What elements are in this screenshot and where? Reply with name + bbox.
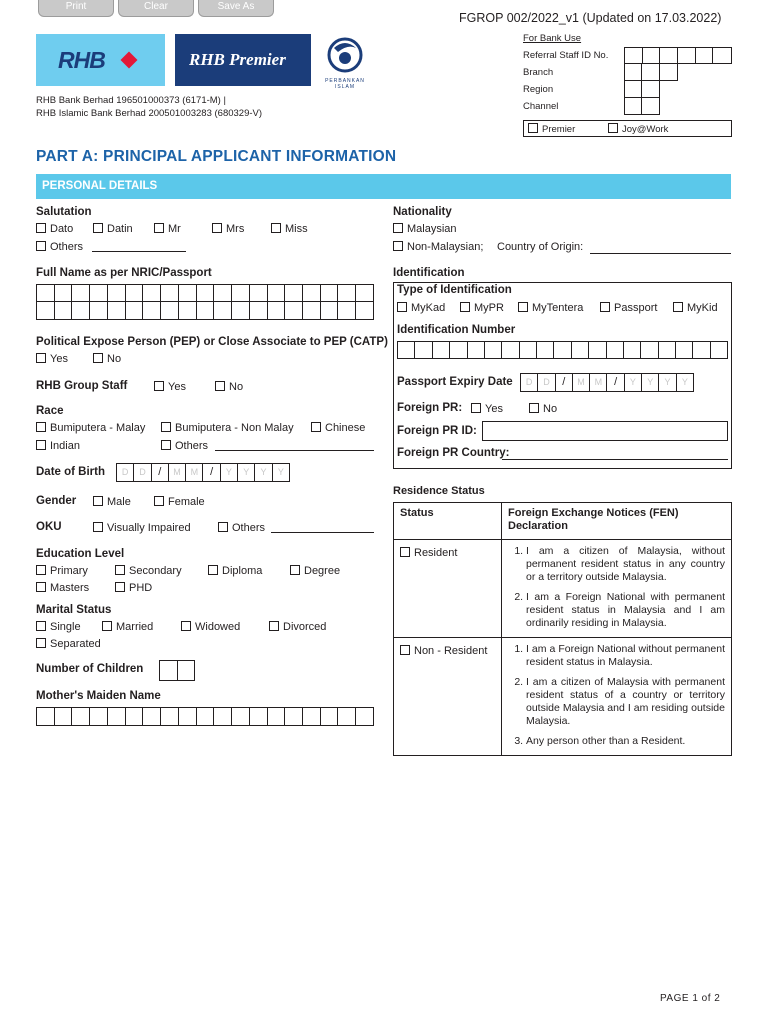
bank-use-title: For Bank Use: [523, 33, 582, 44]
pep-label: Political Expose Person (PEP) or Close Associate to PEP (CATP): [36, 336, 388, 348]
clear-button[interactable]: Clear: [118, 0, 194, 17]
children-field[interactable]: [159, 660, 195, 681]
section-bar: PERSONAL DETAILS: [36, 174, 731, 199]
id-type-label: Type of Identification: [397, 284, 512, 296]
id-number-field[interactable]: [397, 341, 728, 359]
foreign-pr-country-field[interactable]: [502, 459, 728, 460]
status-header: Status: [394, 503, 502, 540]
part-title: PART A: PRINCIPAL APPLICANT INFORMATION: [36, 148, 397, 165]
salutation-others[interactable]: Others: [36, 241, 83, 253]
salutation-mr[interactable]: Mr: [154, 223, 181, 235]
id-number-label: Identification Number: [397, 324, 516, 336]
group-staff-no[interactable]: No: [215, 381, 243, 393]
oku-others[interactable]: Others: [218, 522, 265, 534]
page-number: PAGE 1 of 2: [660, 993, 721, 1004]
maiden-label: Mother's Maiden Name: [36, 690, 161, 702]
marital-married[interactable]: Married: [102, 621, 153, 633]
non-resident-declarations: [508, 643, 725, 748]
foreign-pr-label: Foreign PR:: [397, 402, 463, 414]
foreign-pr-id-label: Foreign PR ID:: [397, 425, 477, 437]
channel-field[interactable]: [624, 98, 660, 115]
premier-checkbox[interactable]: Premier: [528, 123, 575, 135]
non-resident-declaration-item: 1. I am a Foreign National without permanent resident status in Malaysia.: [526, 643, 725, 669]
full-name-label: Full Name as per NRIC/Passport: [36, 267, 212, 279]
salutation-label: Salutation: [36, 206, 92, 218]
print-button[interactable]: Print: [38, 0, 114, 17]
oku-visually-impaired[interactable]: Visually Impaired: [93, 522, 191, 534]
entity-line-2: RHB Islamic Bank Berhad 200501003283 (680329-V): [36, 108, 263, 119]
identification-label: Identification: [393, 267, 465, 279]
pep-yes[interactable]: Yes: [36, 353, 68, 365]
region-field[interactable]: [624, 81, 660, 98]
race-bumiputera-non-malay[interactable]: Bumiputera - Non Malay: [161, 422, 294, 434]
branch-field[interactable]: [624, 64, 678, 81]
joy-at-work-checkbox[interactable]: Joy@Work: [608, 123, 668, 135]
id-type-mytentera[interactable]: MyTentera: [518, 302, 583, 314]
entity-line-1: RHB Bank Berhad 196501000373 (6171-M) |: [36, 95, 226, 106]
country-of-origin-label: Country of Origin:: [497, 241, 584, 253]
marital-separated[interactable]: Separated: [36, 638, 101, 650]
education-diploma[interactable]: Diploma: [208, 565, 262, 577]
passport-expiry-field[interactable]: D D / M M / Y Y Y Y: [520, 373, 694, 392]
islamic-emblem-icon: [320, 36, 370, 76]
rhb-diamond-icon: [121, 52, 138, 69]
children-label: Number of Children: [36, 663, 144, 675]
race-label: Race: [36, 405, 64, 417]
resident-declaration-item: 2. I am a Foreign National with permanent resident status in Malaysia and I am ordinarily residing in Malaysia.: [526, 591, 725, 630]
resident-checkbox[interactable]: Resident: [400, 547, 457, 559]
education-degree[interactable]: Degree: [290, 565, 340, 577]
country-of-origin-field[interactable]: [590, 253, 731, 254]
education-label: Education Level: [36, 548, 125, 560]
salutation-miss[interactable]: Miss: [271, 223, 308, 235]
dob-field[interactable]: D D / M M / Y Y Y Y: [116, 463, 290, 482]
race-bumiputera-malay[interactable]: Bumiputera - Malay: [36, 422, 145, 434]
resident-declarations: [508, 545, 725, 630]
nationality-malaysian[interactable]: Malaysian: [393, 223, 457, 235]
group-staff-yes[interactable]: Yes: [154, 381, 186, 393]
channel-label: Channel: [523, 101, 559, 112]
full-name-row-2[interactable]: [36, 302, 374, 320]
rhb-premier-logo: RHB Premier: [175, 34, 311, 86]
race-indian[interactable]: Indian: [36, 440, 80, 452]
foreign-pr-country-label: Foreign PR Country:: [397, 447, 510, 459]
branch-label: Branch: [523, 67, 554, 78]
foreign-pr-no[interactable]: No: [529, 403, 557, 415]
referral-staff-id-label: Referral Staff ID No.: [523, 50, 609, 61]
marital-divorced[interactable]: Divorced: [269, 621, 326, 633]
channel-type-box: [523, 120, 732, 137]
salutation-mrs[interactable]: Mrs: [212, 223, 244, 235]
full-name-row-1[interactable]: [36, 284, 374, 302]
education-phd[interactable]: PHD: [115, 582, 152, 594]
marital-widowed[interactable]: Widowed: [181, 621, 240, 633]
marital-single[interactable]: Single: [36, 621, 81, 633]
maiden-name-field[interactable]: [36, 707, 374, 726]
gender-male[interactable]: Male: [93, 496, 131, 508]
race-others[interactable]: Others: [161, 440, 208, 452]
nationality-label: Nationality: [393, 206, 452, 218]
education-secondary[interactable]: Secondary: [115, 565, 182, 577]
oku-label: OKU: [36, 521, 62, 533]
non-resident-declaration-item: 2. I am a citizen of Malaysia with permanent resident status of a country or territory outside Malaysia and I am residing outside Malaysia.: [526, 676, 725, 728]
race-chinese[interactable]: Chinese: [311, 422, 365, 434]
dob-label: Date of Birth: [36, 466, 105, 478]
pep-no[interactable]: No: [93, 353, 121, 365]
non-resident-declaration-item: 3. Any person other than a Resident.: [526, 735, 725, 748]
non-resident-checkbox[interactable]: Non - Resident: [400, 645, 487, 657]
salutation-dato[interactable]: Dato: [36, 223, 73, 235]
fen-header: Foreign Exchange Notices (FEN) Declaration: [502, 503, 732, 540]
islamic-logo: PERBANKAN ISLAM: [320, 36, 370, 88]
residence-status-table: [393, 502, 732, 756]
group-staff-label: RHB Group Staff: [36, 380, 128, 392]
rhb-logo: RHB: [36, 34, 165, 86]
residence-status-label: Residence Status: [393, 485, 485, 497]
salutation-datin[interactable]: Datin: [93, 223, 133, 235]
foreign-pr-yes[interactable]: Yes: [471, 403, 503, 415]
nationality-non-malaysian[interactable]: Non-Malaysian;: [393, 241, 483, 253]
gender-label: Gender: [36, 495, 77, 507]
id-type-mypr[interactable]: MyPR: [460, 302, 504, 314]
salutation-others-field[interactable]: [92, 251, 186, 252]
referral-staff-id-field[interactable]: [624, 47, 732, 64]
region-label: Region: [523, 84, 554, 95]
id-type-passport[interactable]: Passport: [600, 302, 657, 314]
race-others-field[interactable]: [215, 450, 374, 451]
gender-female[interactable]: Female: [154, 496, 205, 508]
resident-declaration-item: 1. I am a citizen of Malaysia, without permanent resident status in any country or a territory outside Malaysia.: [526, 545, 725, 584]
foreign-pr-id-field[interactable]: [482, 421, 728, 441]
education-masters[interactable]: Masters: [36, 582, 89, 594]
save-as-button[interactable]: Save As: [198, 0, 274, 17]
form-reference: FGROP 002/2022_v1 (Updated on 17.03.2022): [459, 11, 722, 25]
marital-label: Marital Status: [36, 604, 112, 616]
oku-others-field[interactable]: [271, 532, 374, 533]
education-primary[interactable]: Primary: [36, 565, 88, 577]
passport-expiry-label: Passport Expiry Date: [397, 376, 513, 388]
id-type-mykad[interactable]: MyKad: [397, 302, 445, 314]
id-type-mykid[interactable]: MyKid: [673, 302, 718, 314]
